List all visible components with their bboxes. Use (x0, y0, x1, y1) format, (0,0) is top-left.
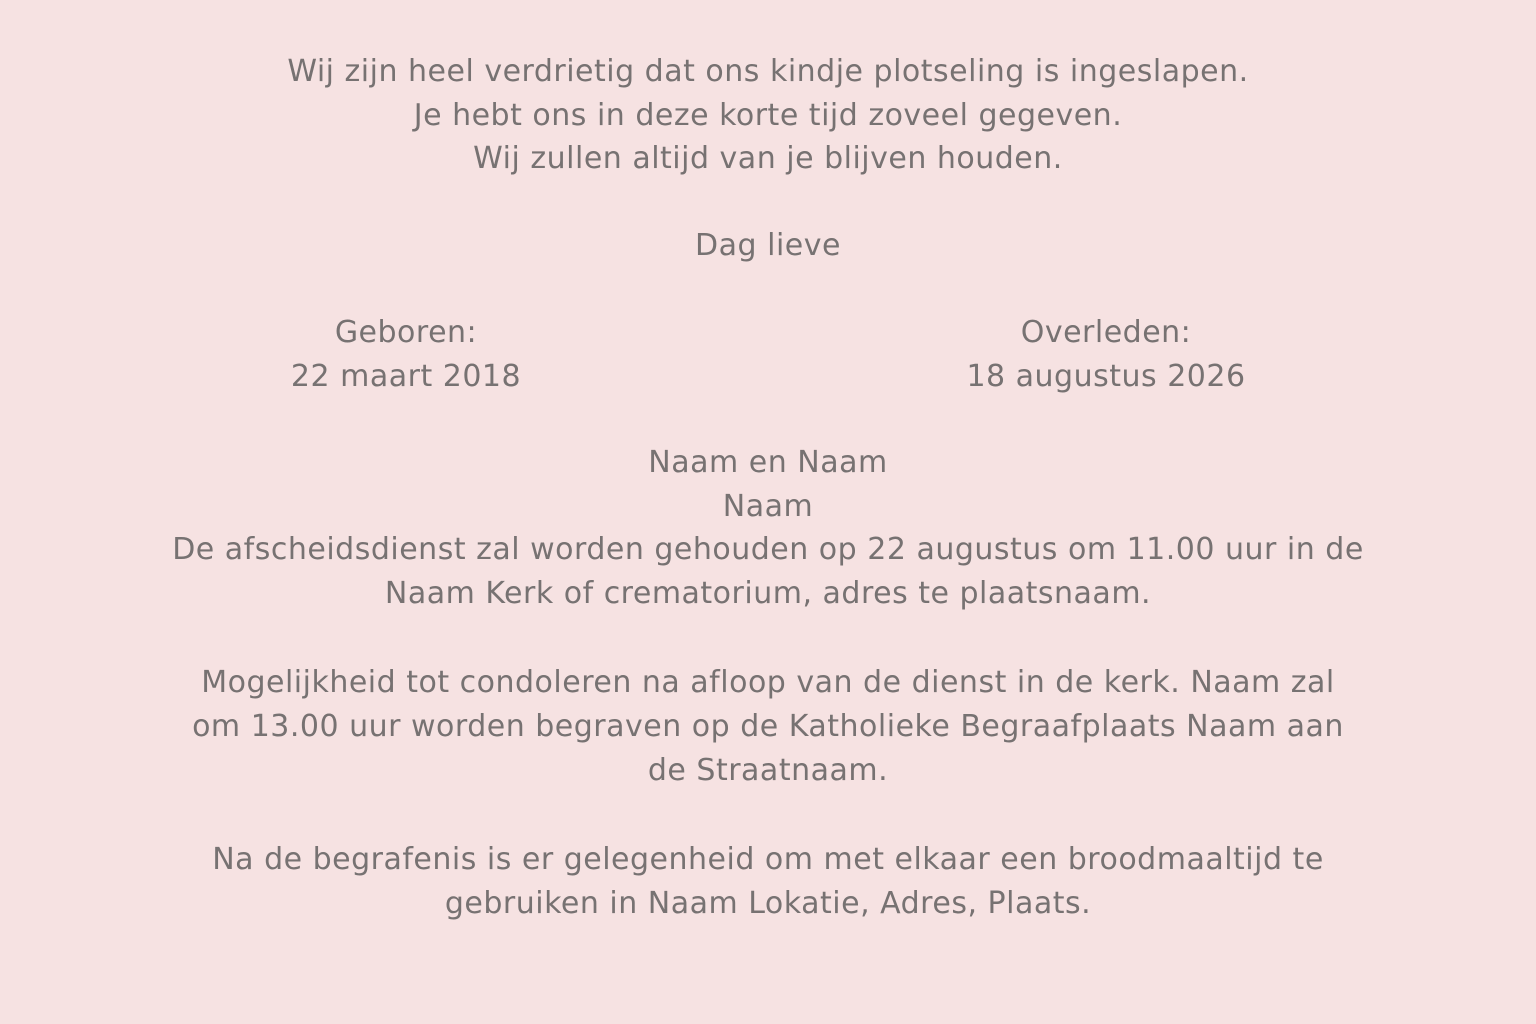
sibling-name: Naam (722, 489, 814, 524)
meal-line-2: gebruiken in Naam Lokatie, Adres, Plaats. (444, 886, 1092, 921)
parents-names: Naam en Naam (648, 445, 888, 480)
condolence-line-3: de Straatnaam. (647, 753, 889, 788)
born-label: Geboren: (334, 315, 478, 350)
service-line-1: De afscheidsdienst zal worden gehouden op 22 augustus om 11.00 uur in de (172, 532, 1364, 567)
condolence-line-2: om 13.00 uur worden begraven op de Katholieke Begraafplaats Naam aan (192, 709, 1344, 744)
condolence-line-1: Mogelijkheid tot condoleren na afloop van de dienst in de kerk. Naam zal (201, 665, 1335, 700)
intro-line-2: Je hebt ons in deze korte tijd zoveel gegeven. (413, 98, 1123, 133)
born-date: 22 maart 2018 (290, 359, 522, 394)
intro-line-3: Wij zullen altijd van je blijven houden. (473, 141, 1063, 176)
meal-line-1: Na de begrafenis is er gelegenheid om met elkaar een broodmaaltijd te (212, 842, 1324, 877)
intro-line-1: Wij zijn heel verdrietig dat ons kindje plotseling is ingeslapen. (287, 54, 1249, 89)
died-date: 18 augustus 2026 (966, 359, 1246, 394)
farewell-text: Dag lieve (695, 228, 841, 263)
died-label: Overleden: (1020, 315, 1192, 350)
service-line-2: Naam Kerk of crematorium, adres te plaatsnaam. (384, 576, 1152, 611)
